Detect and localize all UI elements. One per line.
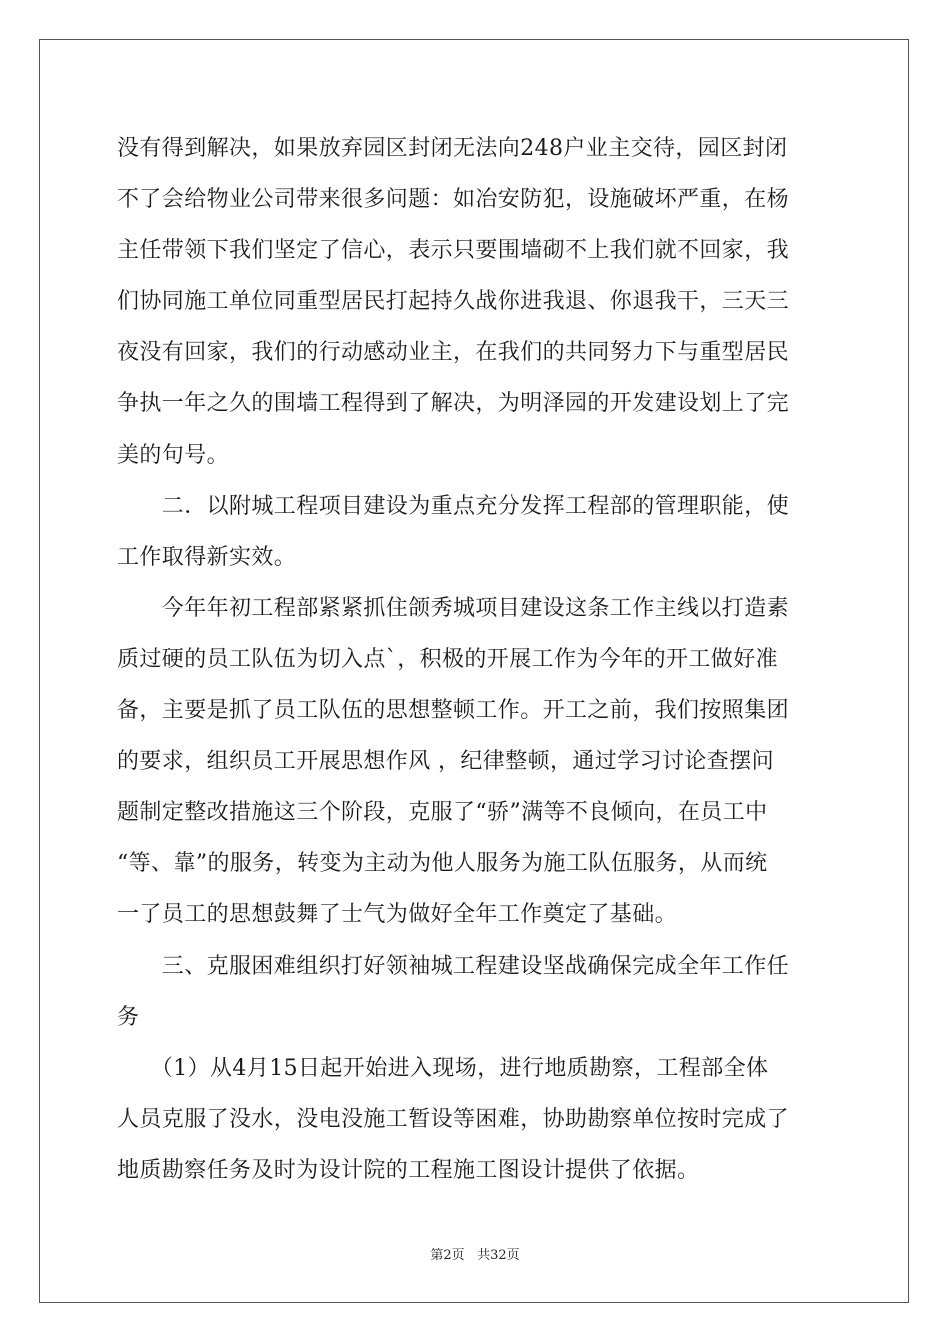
section-heading-line: 工作取得新实效。 [117, 544, 297, 570]
page-footer [0, 1244, 950, 1263]
document-body [117, 123, 833, 1196]
text-line: 备，主要是抓了员工队伍的思想整顿工作。开工之前，我们按照集团 [117, 698, 790, 724]
text-line: 没有得到解决，如果放弃园区封闭无法向248户业主交待，园区封闭 [117, 136, 788, 161]
page-total: 共32页 [477, 1248, 520, 1263]
text-line: 争执一年之久的围墙工程得到了解决，为明泽园的开发建设划上了完 [117, 391, 790, 417]
text-line: 美的句号。 [117, 442, 230, 468]
text-line: 主任带领下我们坚定了信心，表示只要围墙砌不上我们就不回家，我 [117, 238, 790, 264]
text-line: 题制定整改措施这三个阶段，克服了“骄”满等不良倾向，在员工中 [117, 800, 768, 826]
page-number: 第2页 [430, 1248, 465, 1263]
text-line: 们协同施工单位同重型居民打起持久战你进我退、你退我干，三天三 [117, 289, 790, 315]
section-heading-line: 务 [117, 1004, 140, 1030]
text-line: 质过硬的员工队伍为切入点`，积极的开展工作为今年的开工做好准 [117, 646, 779, 672]
text-line: “等、靠”的服务，转变为主动为他人服务为施工队伍服务，从而统 [117, 851, 768, 877]
text-line: 人员克服了没水，没电没施工暂设等困难，协助勘察单位按时完成了 [117, 1106, 790, 1132]
text-line: 夜没有回家，我们的行动感动业主，在我们的共同努力下与重型居民 [117, 340, 790, 366]
text-line: （1）从4月15日起开始进入现场，进行地质勘察，工程部全体 [117, 1055, 769, 1081]
text-line: 不了会给物业公司带来很多问题：如冶安防犯，设施破坏严重，在杨 [117, 187, 790, 213]
section-heading-line: 二．以附城工程项目建设为重点充分发挥工程部的管理职能，使 [117, 493, 790, 519]
text-line: 的要求，组织员工开展思想作风 ，纪律整顿，通过学习讨论查摆问 [117, 749, 774, 775]
text-line: 一了员工的思想鼓舞了士气为做好全年工作奠定了基础。 [117, 902, 678, 928]
section-heading-line: 三、克服困难组织打好领袖城工程建设坚战确保完成全年工作任 [117, 953, 790, 979]
text-line: 今年年初工程部紧紧抓住颌秀城项目建设这条工作主线以打造素 [117, 595, 790, 621]
text-line: 地质勘察任务及时为设计院的工程施工图设计提供了依据。 [117, 1157, 700, 1183]
